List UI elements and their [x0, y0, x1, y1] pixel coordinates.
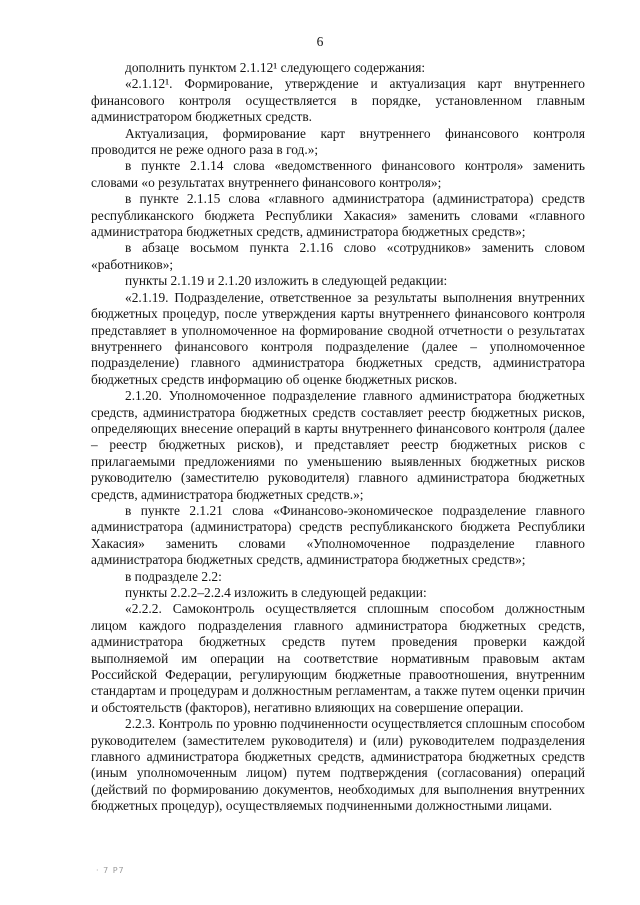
paragraph-8: «2.1.19. Подразделение, ответственное за результаты выполнения внутренних бюджетных процедур, после утверждения карты внутреннего финансового контроля представляет в уполномоченное на формирование сводной отчетности о результатах внутреннего финансового контроля подразделение (далее – уполномоченное подразделение) главного администратора бюджетных средств, администратора бюджетных средств информацию об оценке бюджетных рисков. — [91, 289, 585, 387]
paragraph-1: дополнить пунктом 2.1.12¹ следующего содержания: — [125, 60, 426, 75]
paragraph-11: в подразделе 2.2: — [125, 568, 222, 584]
paragraph-14: 2.2.3. Контроль по уровню подчиненности осуществляется сплошным способом руководителем (заместителем руководителя) и (или) руководителем подразделения главного администратора бюджетных средств, администратора бюджетных средств (иным уполномоченным лицом) путем подтверждения (согласования) операций (действий по формированию документов, необходимых для выполнения внутренних бюджетных процедур), осуществляемых подчиненными должностными лицами. — [91, 716, 585, 814]
paragraph-3: Актуализация, формирование карт внутреннего финансового контроля проводится не реже одного раза в год.»; — [91, 125, 585, 158]
paragraph-7: пункты 2.1.19 и 2.1.20 изложить в следующей редакции: — [125, 273, 448, 289]
paragraph-9: 2.1.20. Уполномоченное подразделение главного администратора бюджетных средств, администратора бюджетных средств составляет реестр бюджетных рисков, определяющих внесение операций в карты внутреннего финансового контроля (далее – реестр бюджетных рисков), и представляет реестр бюджетных рисков с прилагаемыми предложениями по уменьшению выявленных бюджетных рисков руководителю (заместителю руководителя) главного администратора бюджетных средств, администратора бюджетных средств.»; — [91, 388, 585, 502]
paragraph-4: в пункте 2.1.14 слова «ведомственного финансового контроля» заменить словами «о результатах внутреннего финансового контроля»; — [91, 158, 585, 190]
paragraph-5: в пункте 2.1.15 слова «главного администратора (администратора) средств республиканского бюджета Республики Хакасия» заменить словами «главного администратора бюджетных средств, администратора бюджетных средств»; — [91, 191, 585, 240]
paragraph-12: пункты 2.2.2–2.2.4 изложить в следующей редакции: — [125, 585, 427, 600]
paragraph-10: в пункте 2.1.21 слова «Финансово-экономическое подразделение главного администратора (администратора) средств республиканского бюджета Республики Хакасия» заменить словами «Уполномоченное подразделение главного администратора бюджетных средств, администратора бюджетных средств»; — [91, 502, 585, 568]
paragraph-6: в абзаце восьмом пункта 2.1.16 слово «сотрудников» заменить словом «работников»; — [91, 240, 585, 272]
paragraph-13: «2.2.2. Самоконтроль осуществляется сплошным способом должностным лицом каждого подразделения главного администратора бюджетных средств, администратора бюджетных средств путем проведения проверки каждой выполняемой им операции на соответствие нормативным правовым актам Российской Федерации, регулирующим бюджетные правоотношения, внутренним стандартам и процедурам и должностным регламентам, а также путем оценки причин и обстоятельств (факторов), негативно влияющих на совершение операции. — [91, 601, 585, 715]
scan-mark: · 7 Р7 — [96, 866, 125, 875]
paragraph-2: «2.1.12¹. Формирование, утверждение и актуализация карт внутреннего финансового контроля осуществляется в порядке, установленном главным администратором бюджетных средств. — [91, 76, 585, 125]
page-number: 6 — [316, 34, 324, 49]
document-body — [91, 60, 585, 815]
